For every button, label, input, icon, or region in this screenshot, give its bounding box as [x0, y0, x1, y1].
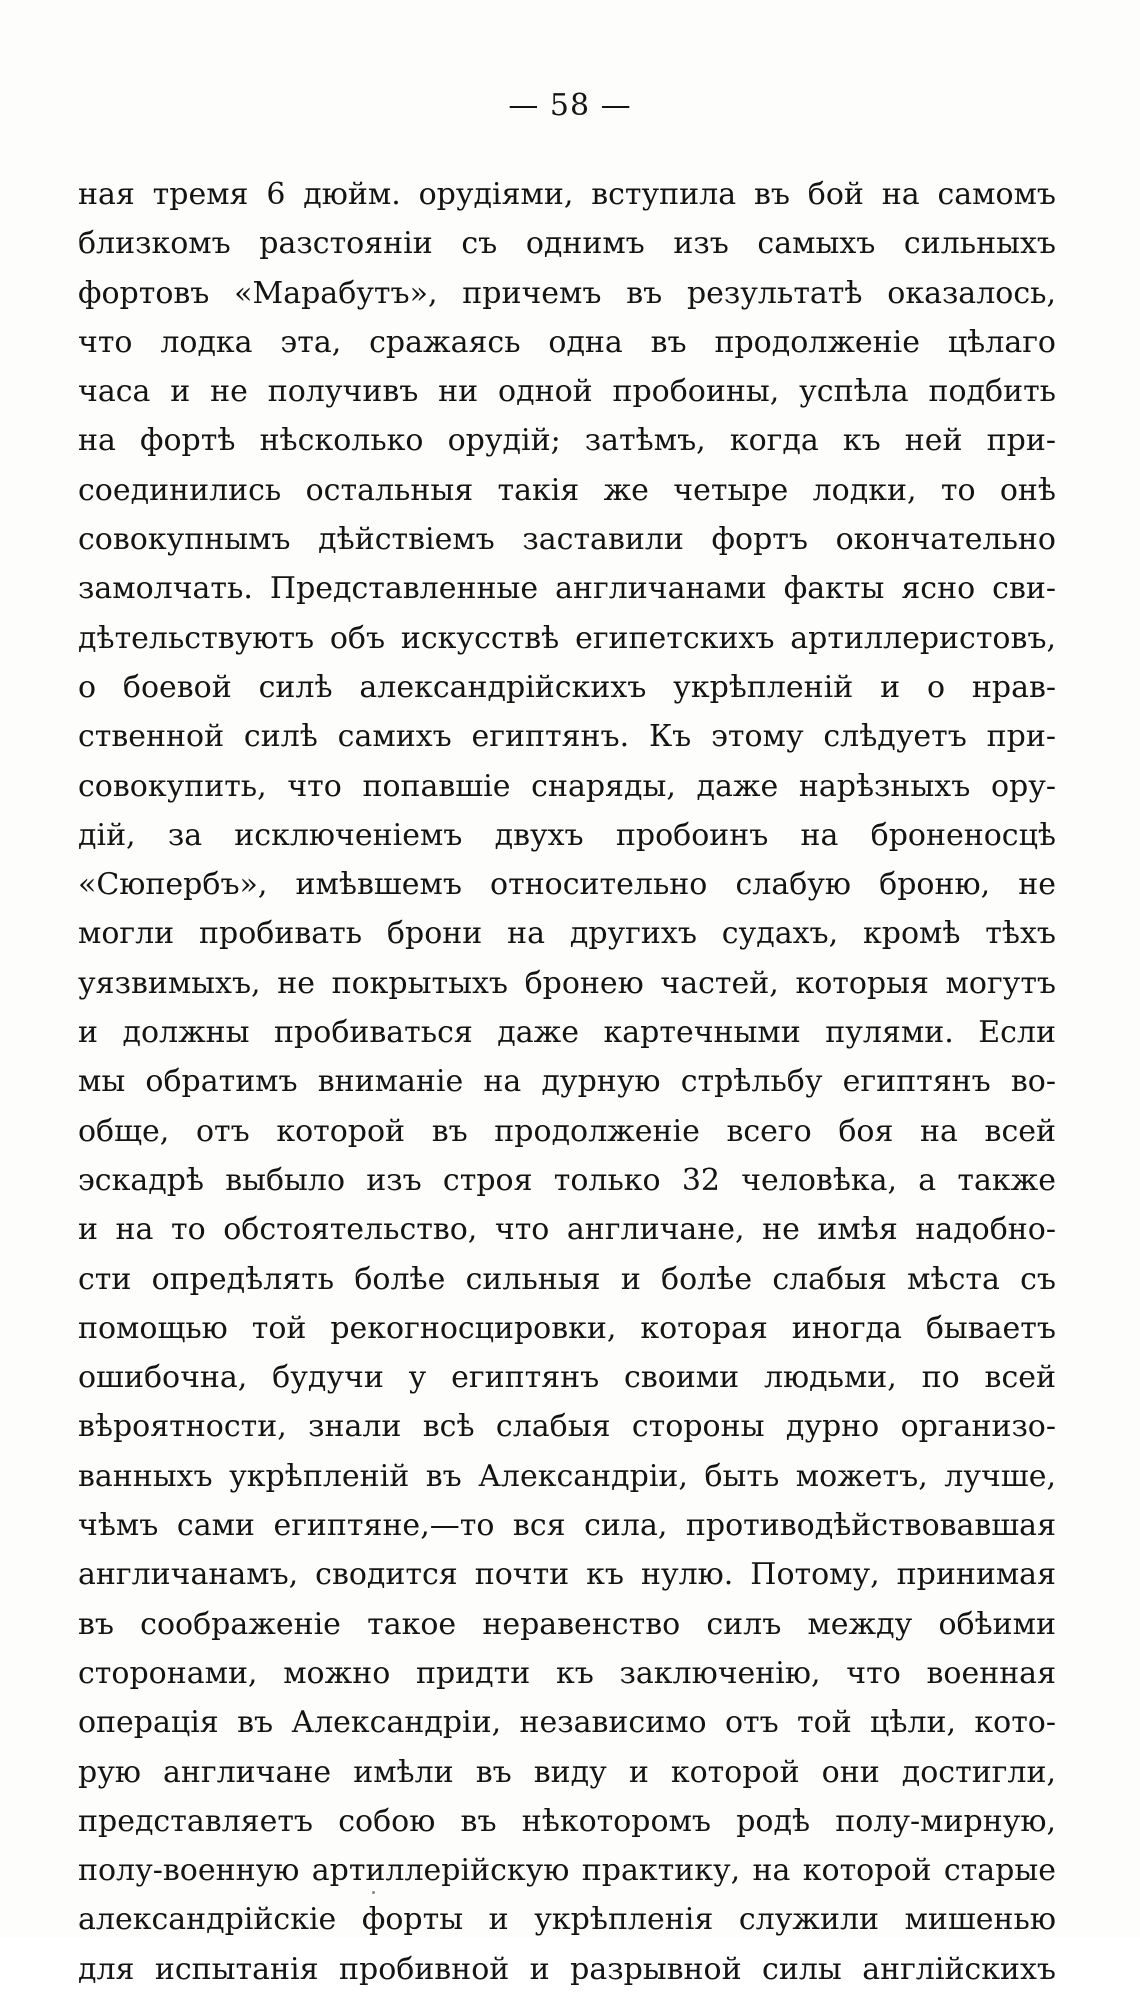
- text-line: вѣроятности, знали всѣ слабыя стороны дурно организо-: [78, 1409, 1056, 1445]
- text-line: что лодка эта, сражаясь одна въ продолженіе цѣлаго: [78, 324, 1056, 360]
- text-line: дѣтельствуютъ объ искусствѣ египетскихъ артиллеристовъ,: [78, 620, 1056, 656]
- text-line: замолчать. Представленные англичанами факты ясно сви-: [78, 571, 1056, 607]
- print-speck: [372, 1891, 375, 1894]
- text-line: часа и не получивъ ни одной пробоины, успѣла подбить: [78, 374, 1056, 410]
- text-line: и должны пробиваться даже картечными пулями. Если: [78, 1015, 1056, 1051]
- text-line: эскадрѣ выбыло изъ строя только 32 человѣка, а также: [78, 1162, 1056, 1198]
- text-line: на фортѣ нѣсколько орудій; затѣмъ, когда къ ней при-: [78, 423, 1056, 459]
- text-line: обще, отъ которой въ продолженіе всего боя на всей: [78, 1113, 1056, 1149]
- text-line: помощью той рекогносцировки, которая иногда бываетъ: [78, 1310, 1056, 1346]
- text-line: представляетъ собою въ нѣкоторомъ родѣ полу-мирную,: [78, 1803, 1056, 1839]
- text-line: для испытанія пробивной и разрывной силы англійскихъ: [78, 1951, 1056, 1987]
- text-line: сти опредѣлять болѣе сильныя и болѣе слабыя мѣста съ: [78, 1261, 1056, 1297]
- text-line: рую англичане имѣли въ виду и которой они достигли,: [78, 1754, 1056, 1790]
- text-line: совокупить, что попавшіе снаряды, даже нарѣзныхъ ору-: [78, 768, 1056, 804]
- text-line: фортовъ «Марабутъ», причемъ въ результатѣ оказалось,: [78, 275, 1056, 311]
- text-line: «Сюпербъ», имѣвшемъ относительно слабую броню, не: [78, 867, 1056, 903]
- text-line: мы обратимъ вниманіе на дурную стрѣльбу египтянъ во-: [78, 1064, 1056, 1100]
- text-line: совокупнымъ дѣйствіемъ заставили фортъ окончательно: [78, 522, 1056, 558]
- text-line: дій, за исключеніемъ двухъ пробоинъ на броненосцѣ: [78, 817, 1056, 853]
- page-number: — 58 —: [508, 88, 632, 123]
- text-line: могли пробивать брони на другихъ судахъ, кромѣ тѣхъ: [78, 916, 1056, 952]
- text-line: полу-военную артиллерійскую практику, на которой старые: [78, 1853, 1056, 1889]
- text-line: англичанамъ, сводится почти къ нулю. Потому, принимая: [78, 1557, 1056, 1593]
- text-line: ственной силѣ самихъ египтянъ. Къ этому слѣдуетъ при-: [78, 719, 1056, 755]
- text-line: александрійскіе форты и укрѣпленія служили мишенью: [78, 1902, 1056, 1938]
- text-line: операція въ Александріи, независимо отъ той цѣли, кото-: [78, 1705, 1056, 1741]
- text-line: соединились остальныя такія же четыре лодки, то онѣ: [78, 472, 1056, 508]
- text-line: ошибочна, будучи у египтянъ своими людьми, по всей: [78, 1360, 1056, 1396]
- text-line: въ соображеніе такое неравенство силъ между обѣими: [78, 1606, 1056, 1642]
- text-line: о боевой силѣ александрійскихъ укрѣпленій и о нрав-: [78, 669, 1056, 705]
- text-line: чѣмъ сами египтяне,—то вся сила, противодѣйствовавшая: [78, 1508, 1056, 1544]
- text-line: и на то обстоятельство, что англичане, не имѣя надобно-: [78, 1212, 1056, 1248]
- body-text: [78, 170, 1056, 1994]
- text-line: уязвимыхъ, не покрытыхъ бронею частей, которыя могутъ: [78, 965, 1056, 1001]
- text-line: сторонами, можно придти къ заключенію, что военная: [78, 1655, 1056, 1691]
- text-line: ная тремя 6 дюйм. орудіями, вступила въ бой на самомъ: [78, 177, 1056, 212]
- text-line: близкомъ разстояніи съ однимъ изъ самыхъ сильныхъ: [78, 226, 1056, 262]
- text-line: ванныхъ укрѣпленій въ Александріи, быть можетъ, лучше,: [78, 1458, 1056, 1494]
